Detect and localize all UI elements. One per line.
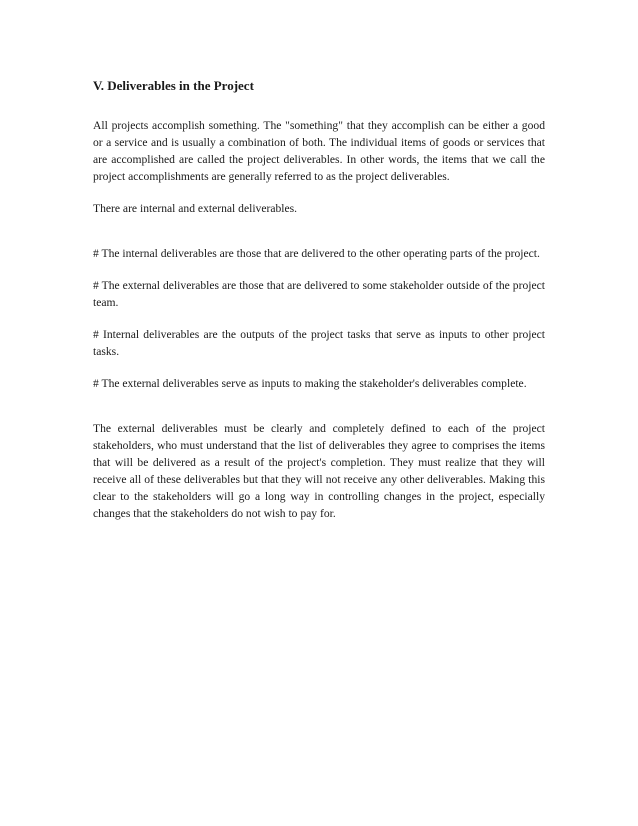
- bullet-external-inputs: # The external deliverables serve as inputs to making the stakeholder's deliverables complete.: [93, 377, 527, 390]
- deliverable-types-paragraph: There are internal and external deliverables.: [93, 202, 298, 215]
- intro-paragraph: All projects accomplish something. The "something" that they accomplish can be either a good or a service and is usually a combination of both. The individual items of goods or services that are accomplished are called the project deliverables. In other words, the items that we call the project accomplishments are generally referred to as the project deliverables.: [93, 119, 545, 183]
- bullet-internal-deliverables: # The internal deliverables are those that are delivered to the other operating parts of the project.: [93, 247, 540, 260]
- bullet-external-deliverables: # The external deliverables are those that are delivered to some stakeholder outside of the project team.: [93, 279, 545, 309]
- document-body: [93, 78, 545, 522]
- bullet-internal-outputs: # Internal deliverables are the outputs of the project tasks that serve as inputs to other project tasks.: [93, 328, 545, 358]
- closing-paragraph: The external deliverables must be clearly and completely defined to each of the project stakeholders, who must understand that the list of deliverables they agree to comprises the items that will be delivered as a result of the project's completion. They must realize that they will receive all of these deliverables but that they will not receive any other deliverables. Making this clear to the stakeholders will go a long way in controlling changes in the project, especially changes that the stakeholders do not wish to pay for.: [93, 422, 545, 520]
- section-heading: V. Deliverables in the Project: [93, 78, 254, 93]
